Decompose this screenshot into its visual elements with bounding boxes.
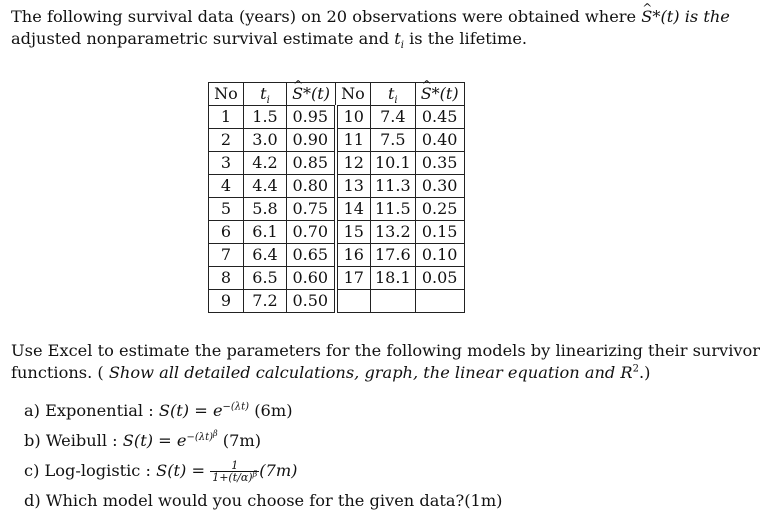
question-parts [24,396,503,516]
denominator-beta: β [252,469,258,479]
cell-s-star: 0.25 [415,198,464,221]
i-subscript: i [266,95,270,107]
part-b-exponent [186,428,218,443]
part-c-label: c) Log-logistic : [24,461,157,480]
cell-s-star: 0.15 [415,221,464,244]
cell-s-star: 0.05 [415,267,464,290]
cell-ti: 7.5 [371,129,416,152]
part-c-marks: (7m) [259,461,298,480]
cell-ti: 4.4 [244,175,287,198]
table-row [209,221,465,244]
cell-no [336,290,371,313]
denominator-text: 1+(t/α) [212,471,253,484]
cell-no: 14 [336,198,371,221]
cell-s-star: 0.35 [415,152,464,175]
cell-ti: 6.5 [244,267,287,290]
r-squared-exponent: 2 [632,363,639,375]
header-no: No [336,83,371,106]
part-b [24,426,503,456]
part-a-label: a) Exponential : [24,401,159,420]
cell-ti: 11.3 [371,175,416,198]
cell-s-star: 0.80 [287,175,336,198]
intro-text: is the lifetime. [403,29,528,48]
part-c-fraction [210,460,259,483]
task-paragraph [11,340,760,384]
cell-no: 7 [209,244,244,267]
cell-ti: 3.0 [244,129,287,152]
cell-ti: 6.4 [244,244,287,267]
i-subscript: i [400,40,404,52]
table-header-row [209,83,465,106]
cell-s-star: 0.45 [415,106,464,129]
cell-no: 11 [336,129,371,152]
task-line-1: Use Excel to estimate the parameters for the following models by linearizing their survivor [11,341,760,360]
part-a-marks: (6m) [249,401,293,420]
intro-text: *(t) is the [652,7,730,26]
cell-no: 10 [336,106,371,129]
cell-s-star: 0.60 [287,267,336,290]
cell-s-star: 0.50 [287,290,336,313]
part-c [24,456,503,486]
cell-no: 15 [336,221,371,244]
t-symbol: t [260,84,267,103]
intro-text: The following survival data (years) on 20 observations were obtained where [11,7,642,26]
cell-no: 8 [209,267,244,290]
table-row [209,152,465,175]
header-s-star [287,83,336,106]
cell-ti: 13.2 [371,221,416,244]
survival-data-table [208,82,465,313]
part-d-label: d) Which model would you choose for the given data?(1m) [24,491,503,510]
cell-s-star: 0.30 [415,175,464,198]
table-row [209,267,465,290]
table-row [209,290,465,313]
table-row [209,244,465,267]
cell-ti: 17.6 [371,244,416,267]
t-i-symbol [394,29,404,52]
part-d [24,486,503,516]
cell-ti [371,290,416,313]
fraction-denominator [210,469,259,484]
header-ti [244,83,287,106]
header-s-star [415,83,464,106]
table-row [209,129,465,152]
task-text: functions. ( [11,363,109,382]
cell-ti: 6.1 [244,221,287,244]
cell-s-star: 0.70 [287,221,336,244]
cell-ti: 5.8 [244,198,287,221]
cell-ti: 7.4 [371,106,416,129]
part-a-exponent: −(λt) [222,401,250,413]
cell-no: 9 [209,290,244,313]
cell-ti: 10.1 [371,152,416,175]
intro-text: adjusted nonparametric survival estimate and [11,29,395,48]
task-text: .) [639,363,651,382]
i-subscript: i [394,95,398,107]
cell-s-star: 0.95 [287,106,336,129]
part-a [24,396,503,426]
part-c-formula: S(t) = [156,461,211,480]
cell-ti: 18.1 [371,267,416,290]
cell-ti: 1.5 [244,106,287,129]
cell-s-star: 0.40 [415,129,464,152]
cell-no: 1 [209,106,244,129]
part-b-marks: (7m) [217,431,262,450]
s-star-symbol: ^ S*(t) [421,83,459,105]
table-row [209,198,465,221]
header-ti [371,83,416,106]
cell-no: 4 [209,175,244,198]
table-body [209,106,465,313]
cell-no: 17 [336,267,371,290]
cell-ti: 7.2 [244,290,287,313]
cell-ti: 4.2 [244,152,287,175]
cell-no: 5 [209,198,244,221]
table-row [209,106,465,129]
cell-no: 3 [209,152,244,175]
cell-no: 13 [336,175,371,198]
t-symbol: t [394,29,401,48]
cell-no: 2 [209,129,244,152]
task-emphasis: Show all detailed calculations, graph, the linear equation and R [108,363,633,382]
fraction-numerator: 1 [210,460,259,472]
intro-line-1 [11,6,730,28]
cell-no: 16 [336,244,371,267]
cell-s-star: 0.65 [287,244,336,267]
part-b-label: b) Weibull : [24,431,123,450]
s-star-symbol: ^ S*(t) [292,83,330,105]
part-a-formula: S(t) = e [158,401,223,420]
part-b-beta: β [213,428,218,438]
intro-paragraph [11,6,730,52]
table-row [209,175,465,198]
part-b-formula: S(t) = e [122,431,187,450]
intro-line-2 [11,28,715,50]
header-no: No [209,83,244,106]
cell-ti: 11.5 [371,198,416,221]
task-line-2 [11,362,715,384]
cell-s-star: 0.90 [287,129,336,152]
cell-no: 6 [209,221,244,244]
s-hat-symbol: ^ S [641,6,652,28]
cell-s-star: 0.85 [287,152,336,175]
cell-s-star: 0.10 [415,244,464,267]
t-symbol: t [387,84,395,103]
cell-s-star [415,290,464,313]
cell-no: 12 [336,152,371,175]
part-b-exp-base: −(λt) [186,431,214,443]
cell-s-star: 0.75 [287,198,336,221]
